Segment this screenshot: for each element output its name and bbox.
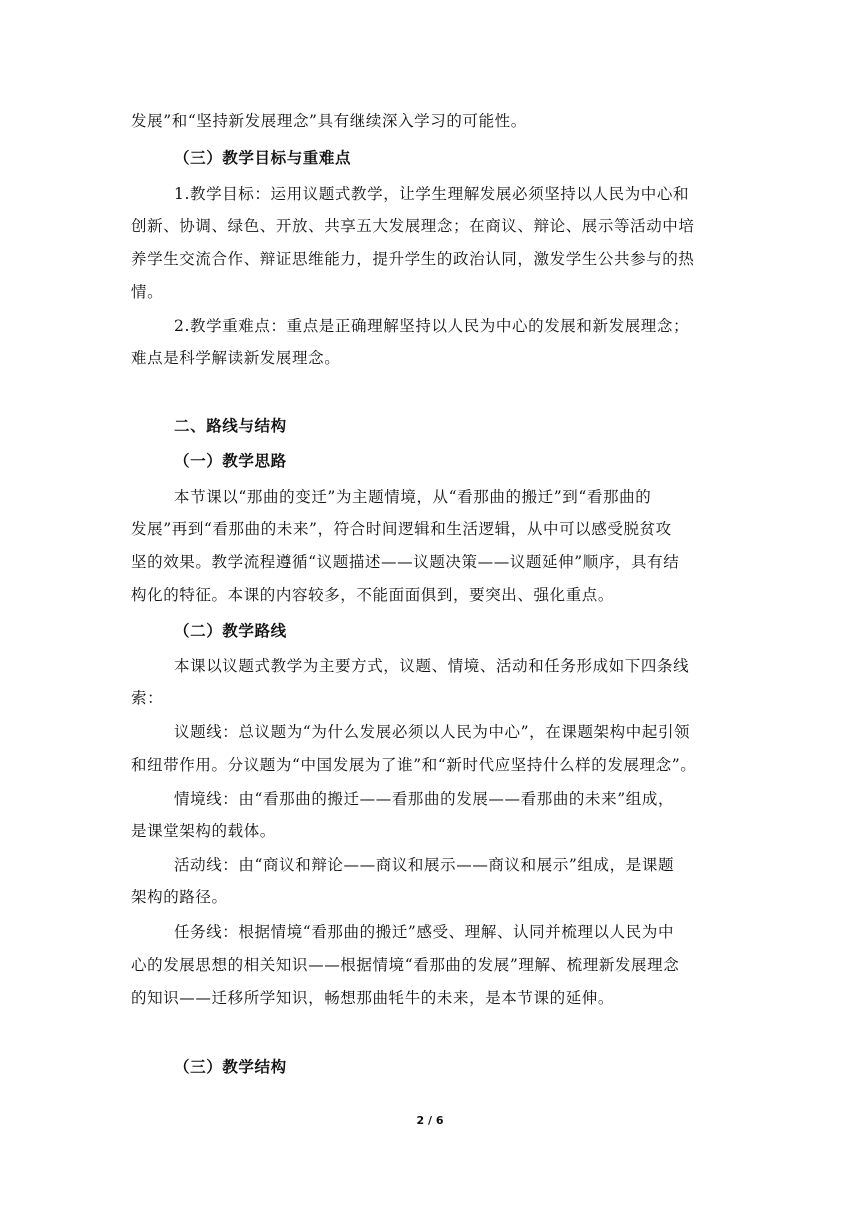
heading-teaching-structure: （三）教学结构 <box>174 1058 287 1076</box>
paragraph-line: 养学生交流合作、辩证思维能力，提升学生的政治认同，激发学生公共参与的热 <box>131 250 695 268</box>
paragraph-line: 本节课以“那曲的变迁”为主题情境，从“看那曲的搬迁”到“看那曲的 <box>174 488 652 506</box>
paragraph-line: 心的发展思想的相关知识——根据情境“看那曲的发展”理解、梳理新发展理念 <box>131 956 680 974</box>
paragraph-line: 是课堂架构的载体。 <box>131 822 276 840</box>
heading-section-2: 二、路线与结构 <box>174 417 287 435</box>
heading-teaching-goals: （三）教学目标与重难点 <box>174 149 352 167</box>
paragraph-line: 架构的路径。 <box>131 888 228 906</box>
paragraph-line: 创新、协调、绿色、开放、共享五大发展理念；在商议、辩论、展示等活动中培 <box>131 217 695 235</box>
paragraph-line: 活动线：由“商议和辩论——商议和展示——商议和展示”组成，是课题 <box>174 856 675 874</box>
paragraph-line: 发展”再到“看那曲的未来”，符合时间逻辑和生活逻辑，从中可以感受脱贫攻 <box>131 520 672 538</box>
paragraph-line: 的知识——迁移所学知识，畅想那曲牦牛的未来，是本节课的延伸。 <box>131 989 615 1007</box>
paragraph-line: 索： <box>131 689 164 707</box>
heading-teaching-idea: （一）教学思路 <box>174 452 287 470</box>
paragraph-line: 和纽带作用。分议题为“中国发展为了谁”和“新时代应坚持什么样的发展理念”。 <box>131 756 697 774</box>
paragraph-line: 情。 <box>131 283 164 301</box>
paragraph-line: 发展”和“坚持新发展理念”具有继续深入学习的可能性。 <box>131 112 527 130</box>
heading-teaching-route: （二）教学路线 <box>174 622 287 640</box>
paragraph-line: 难点是科学解读新发展理念。 <box>131 349 341 367</box>
page-number: 2 / 6 <box>416 1114 444 1127</box>
paragraph-line: 情境线：由“看那曲的搬迁——看那曲的发展——看那曲的未来”组成， <box>174 790 675 808</box>
paragraph-line: 构化的特征。本课的内容较多，不能面面俱到，要突出、强化重点。 <box>131 586 615 604</box>
paragraph-line: 1.教学目标：运用议题式教学，让学生理解发展必须坚持以人民为中心和 <box>174 185 690 203</box>
paragraph-line: 本课以议题式教学为主要方式，议题、情境、活动和任务形成如下四条线 <box>174 657 690 675</box>
paragraph-line: 2.教学重难点：重点是正确理解坚持以人民为中心的发展和新发展理念； <box>174 317 690 335</box>
paragraph-line: 坚的效果。教学流程遵循“议题描述——议题决策——议题延伸”顺序，具有结 <box>131 553 680 571</box>
paragraph-line: 议题线：总议题为“为什么发展必须以人民为中心”，在课题架构中起引领 <box>174 723 691 741</box>
paragraph-line: 任务线：根据情境“看那曲的搬迁”感受、理解、认同并梳理以人民为中 <box>174 923 675 941</box>
